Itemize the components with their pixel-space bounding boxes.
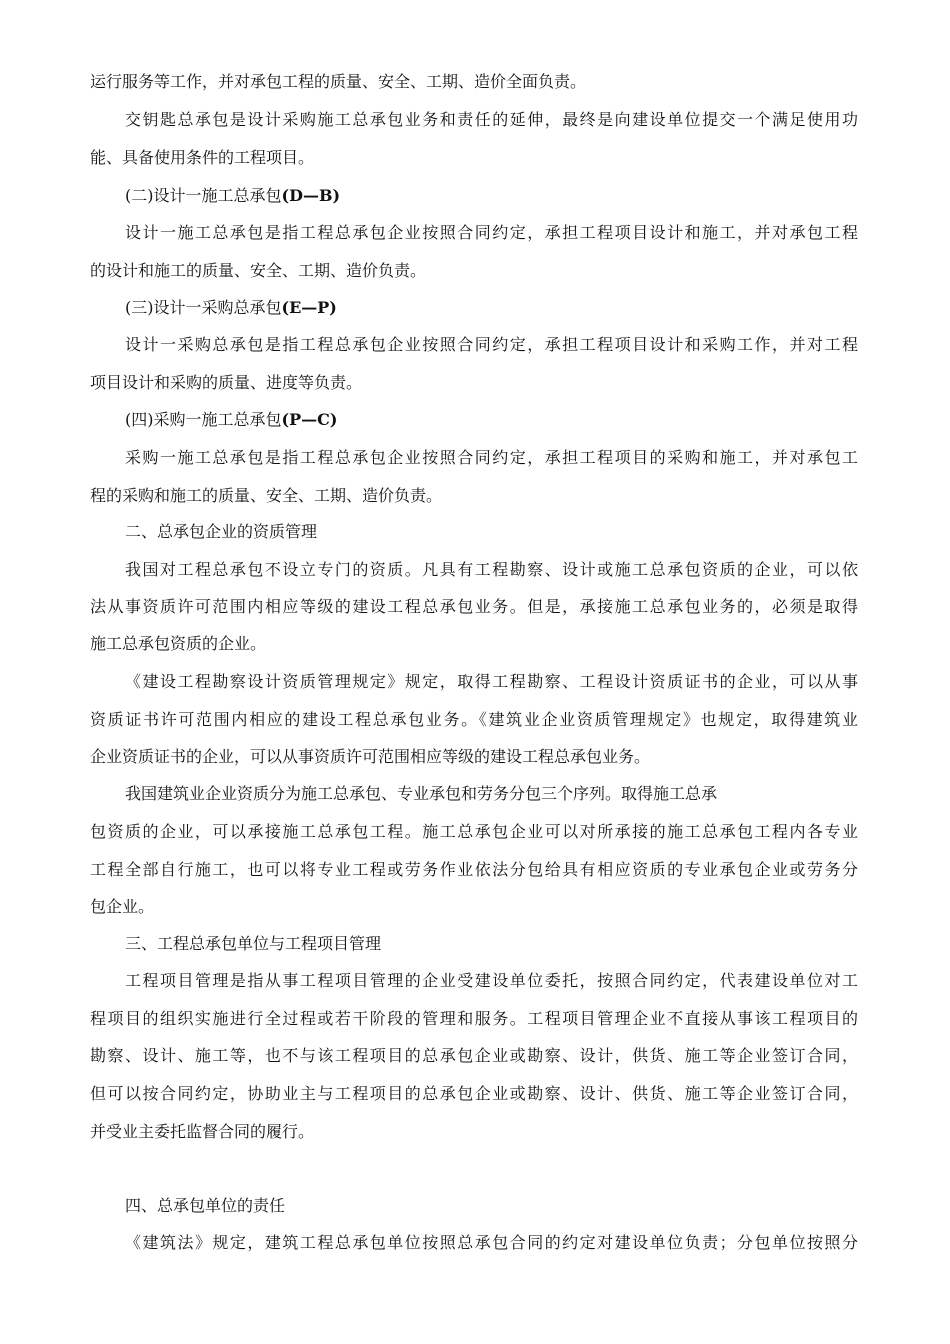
heading-text: (四)采购一施工总承包 xyxy=(125,410,282,429)
paragraph-line: 设计一施工总承包是指工程总承包企业按照合同约定，承担工程项目设计和施工，并对承包工程 xyxy=(125,223,858,242)
heading-code: (P—C) xyxy=(281,410,338,429)
paragraph-line: 的设计和施工的质量、安全、工期、造价负责。 xyxy=(90,261,427,280)
paragraph-line: 并受业主委托监督合同的履行。 xyxy=(90,1122,315,1141)
paragraph-line: 法从事资质许可范围内相应等级的建设工程总承包业务。但是，承接施工总承包业务的，必须是取得 xyxy=(90,597,858,616)
section-heading: 二、总承包企业的资质管理 xyxy=(125,522,318,541)
paragraph-line: 《建设工程勘察设计资质管理规定》规定，取得工程勘察、工程设计资质证书的企业，可以从事 xyxy=(125,672,858,691)
paragraph-line: 我国对工程总承包不设立专门的资质。凡具有工程勘察、设计或施工总承包资质的企业，可以依 xyxy=(125,560,858,579)
heading-text: (三)设计一采购总承包 xyxy=(125,298,282,317)
paragraph-line: 包企业。 xyxy=(90,897,155,916)
paragraph-line: 施工总承包资质的企业。 xyxy=(90,634,267,653)
heading-text: (二)设计一施工总承包 xyxy=(125,186,282,205)
paragraph-line: 包资质的企业，可以承接施工总承包工程。施工总承包企业可以对所承接的施工总承包工程内各专业 xyxy=(90,822,858,841)
section-heading xyxy=(125,298,337,318)
paragraph-line: 程项目的组织实施进行全过程或若干阶段的管理和服务。工程项目管理企业不直接从事该工程项目的 xyxy=(90,1009,858,1028)
paragraph-line: 工程全部自行施工，也可以将专业工程或劳务作业依法分包给具有相应资质的专业承包企业或劳务分 xyxy=(90,860,858,879)
paragraph-line: 运行服务等工作，并对承包工程的质量、安全、工期、造价全面负责。 xyxy=(90,72,587,91)
paragraph-line: 交钥匙总承包是设计采购施工总承包业务和责任的延伸，最终是向建设单位提交一个满足使用功 xyxy=(125,110,858,129)
paragraph-line: 程的采购和施工的质量、安全、工期、造价负责。 xyxy=(90,486,443,505)
paragraph-line: 能、具备使用条件的工程项目。 xyxy=(90,148,315,167)
paragraph-line: 采购一施工总承包是指工程总承包企业按照合同约定，承担工程项目的采购和施工，并对承包工 xyxy=(125,448,858,467)
section-heading: 四、总承包单位的责任 xyxy=(125,1196,286,1215)
paragraph-line: 《建筑法》规定，建筑工程总承包单位按照总承包合同的约定对建设单位负责；分包单位按照分 xyxy=(125,1233,858,1252)
section-heading: 三、工程总承包单位与工程项目管理 xyxy=(125,934,382,953)
paragraph-line: 工程项目管理是指从事工程项目管理的企业受建设单位委托，按照合同约定，代表建设单位对工 xyxy=(125,971,858,990)
paragraph-line: 项目设计和采购的质量、进度等负责。 xyxy=(90,373,363,392)
heading-code: (E—P) xyxy=(281,298,337,317)
paragraph-line: 但可以按合同约定，协助业主与工程项目的总承包企业或勘察、设计、供货、施工等企业签订合同， xyxy=(90,1084,858,1103)
paragraph-line: 设计一采购总承包是指工程总承包企业按照合同约定，承担工程项目设计和采购工作，并对工程 xyxy=(125,335,858,354)
section-heading xyxy=(125,410,337,430)
paragraph-line: 勘察、设计、施工等，也不与该工程项目的总承包企业或勘察、设计，供货、施工等企业签订合同， xyxy=(90,1046,858,1065)
paragraph-line: 企业资质证书的企业，可以从事资质许可范围相应等级的建设工程总承包业务。 xyxy=(90,747,651,766)
heading-code: (D—B) xyxy=(281,186,341,205)
paragraph-line: 资质证书许可范围内相应的建设工程总承包业务。《建筑业企业资质管理规定》也规定，取得建筑业 xyxy=(90,710,858,729)
section-heading xyxy=(125,186,340,206)
paragraph-line: 我国建筑业企业资质分为施工总承包、专业承包和劳务分包三个序列。取得施工总承 xyxy=(125,784,718,803)
